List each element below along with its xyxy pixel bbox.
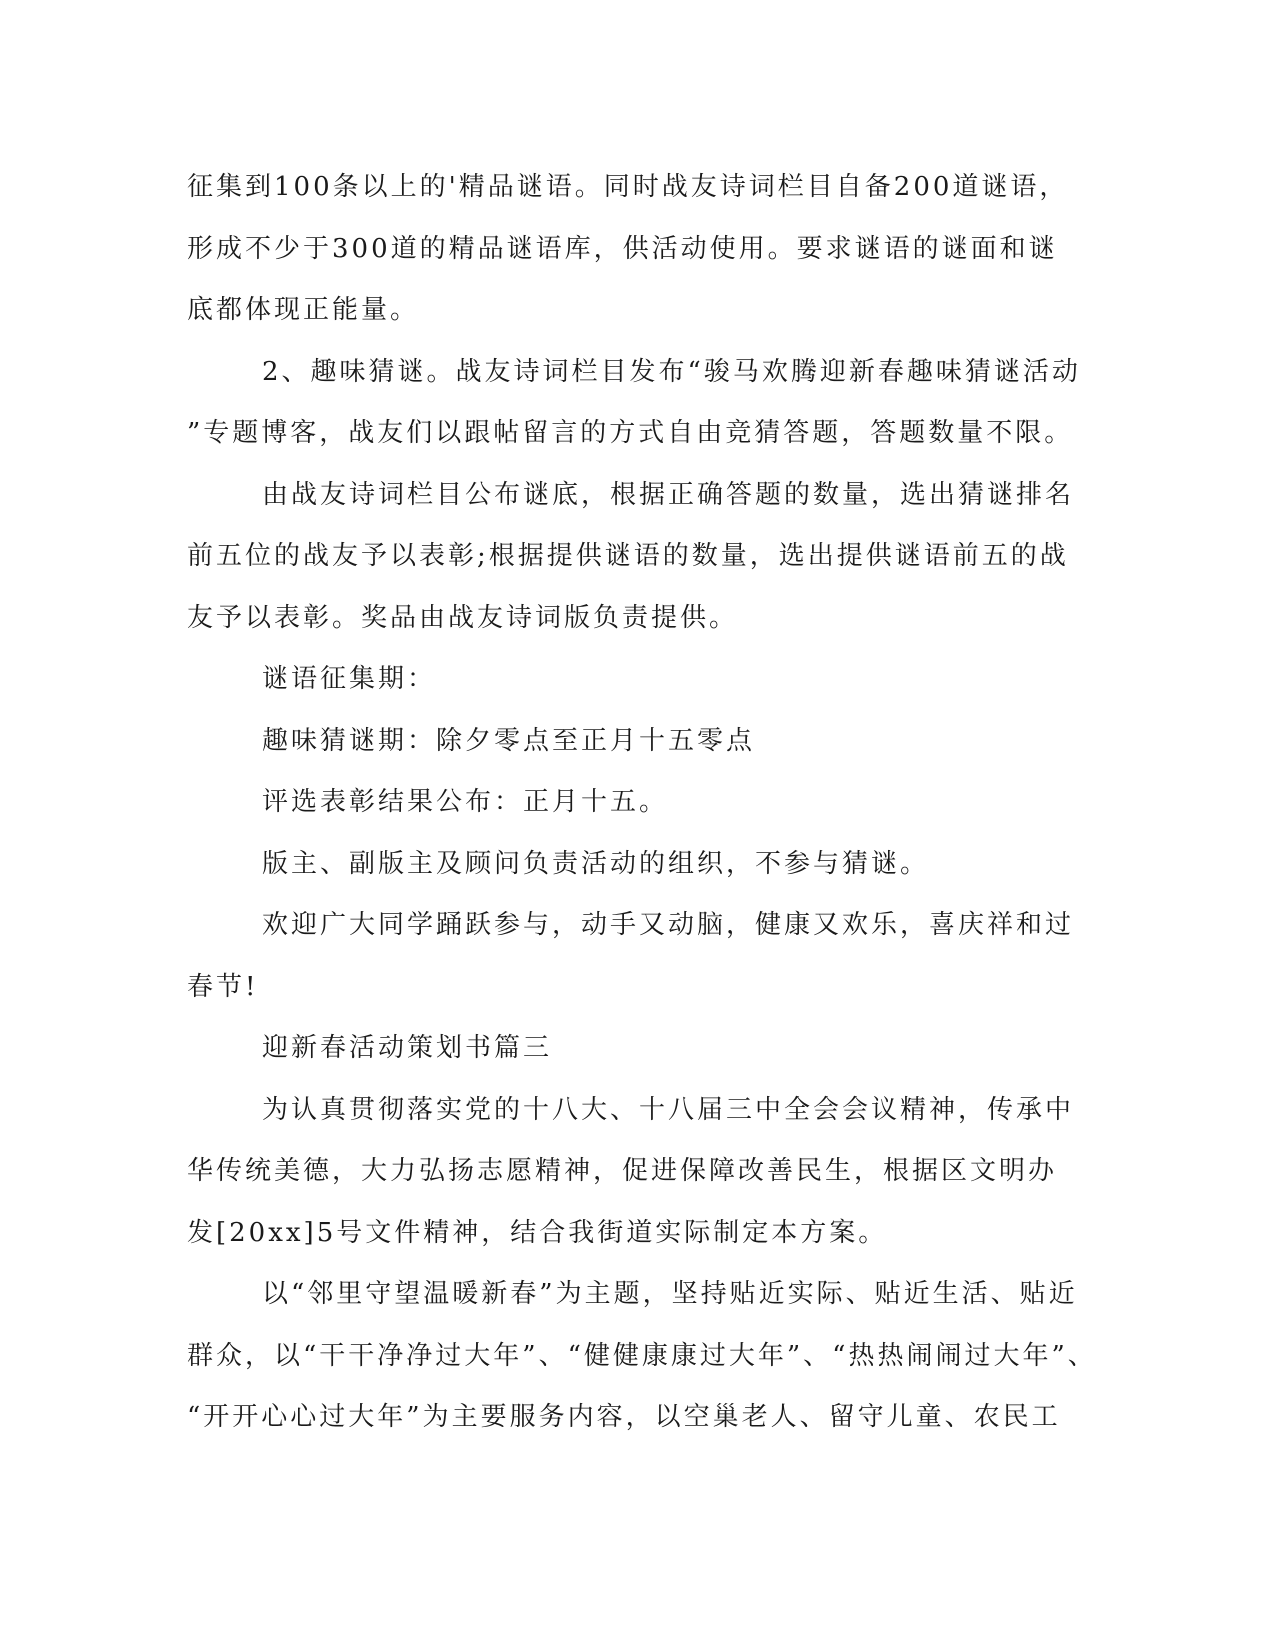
text-line: 由战友诗词栏目公布谜底，根据正确答题的数量，选出猜谜排名 <box>262 479 1075 510</box>
text-line: 版主、副版主及顾问负责活动的组织，不参与猜谜。 <box>262 848 930 879</box>
text-line: 底都体现正能量。 <box>187 295 420 325</box>
text-line: 华传统美德，大力弘扬志愿精神，促进保障改善民生，根据区文明办 <box>187 1156 1058 1186</box>
text-line: 群众，以“干干净净过大年”、“健健康康过大年”、“热热闹闹过大年”、 <box>187 1340 1097 1371</box>
text-line: 征集到100条以上的'精品谜语。同时战友诗词栏目自备200道谜语， <box>187 172 1069 202</box>
text-line: 谜语征集期： <box>262 664 437 694</box>
text-line: 形成不少于300道的精品谜语库，供活动使用。要求谜语的谜面和谜 <box>187 233 1058 264</box>
text-line: 发[20xx]5号文件精神，结合我街道实际制定本方案。 <box>187 1217 888 1248</box>
text-line: 欢迎广大同学踊跃参与，动手又动脑，健康又欢乐，喜庆祥和过 <box>262 910 1075 940</box>
text-line: 评选表彰结果公布：正月十五。 <box>262 787 669 817</box>
text-line: 以“邻里守望温暖新春”为主题，坚持贴近实际、贴近生活、贴近 <box>262 1279 1078 1309</box>
text-line: 趣味猜谜期：除夕零点至正月十五零点 <box>262 725 756 756</box>
text-line: ”专题博客，战友们以跟帖留言的方式自由竞猜答题，答题数量不限。 <box>187 418 1074 448</box>
text-line: 为认真贯彻落实党的十八大、十八届三中全会会议精神，传承中 <box>262 1094 1075 1125</box>
text-line: 友予以表彰。奖品由战友诗词版负责提供。 <box>187 602 739 633</box>
section-heading: 迎新春活动策划书篇三 <box>262 1033 553 1063</box>
text-line: “开开心心过大年”为主要服务内容，以空巢老人、留守儿童、农民工 <box>187 1402 1061 1432</box>
text-line: 春节! <box>187 971 259 1002</box>
text-line: 2、趣味猜谜。战友诗词栏目发布“骏马欢腾迎新春趣味猜谜活动 <box>262 356 1081 387</box>
document-body <box>187 157 1097 1449</box>
text-line: 前五位的战友予以表彰;根据提供谜语的数量，选出提供谜语前五的战 <box>187 541 1069 571</box>
